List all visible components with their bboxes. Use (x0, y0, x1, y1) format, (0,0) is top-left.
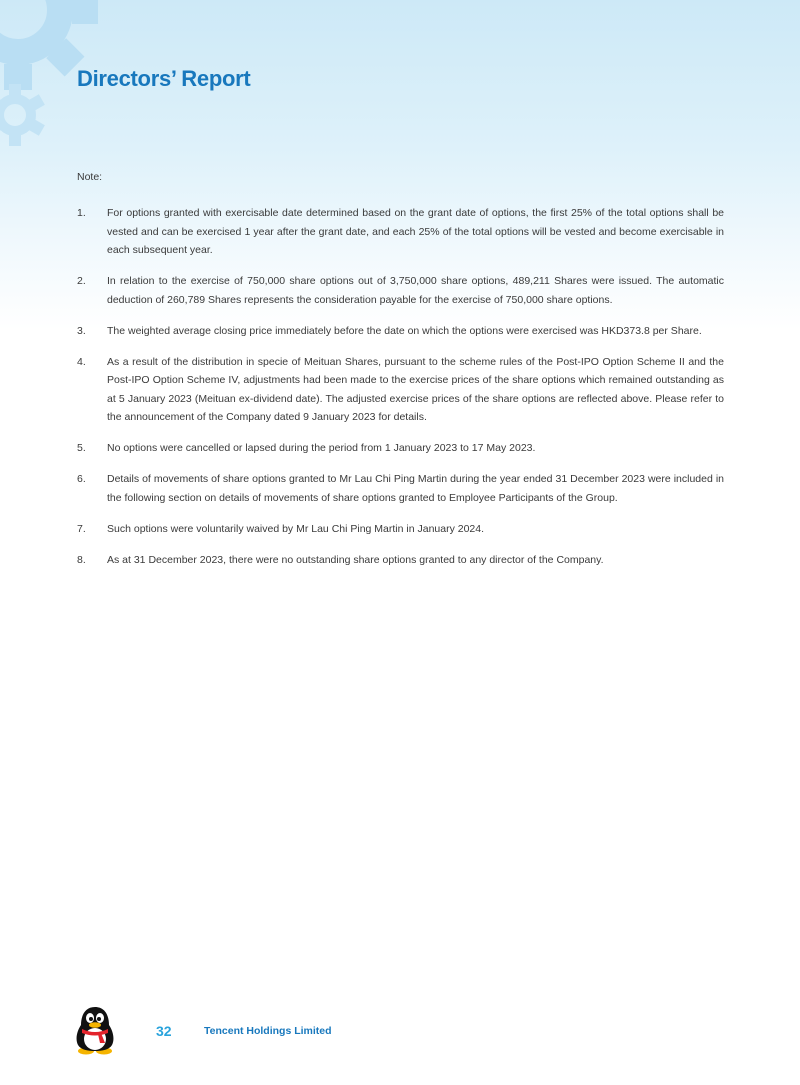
note-item (77, 272, 724, 309)
note-text: In relation to the exercise of 750,000 share options out of 3,750,000 share options, 489,211 Shares were issued. The automatic deduction of 260,789 Shares represents the consideration payable for the exercise of 750,000 share options. (107, 275, 724, 306)
note-number: 3. (77, 324, 86, 337)
company-name: Tencent Holdings Limited (204, 1025, 332, 1037)
note-item (77, 470, 724, 507)
note-text: Such options were voluntarily waived by Mr Lau Chi Ping Martin in January 2024. (107, 522, 485, 535)
note-text: As a result of the distribution in specie of Meituan Shares, pursuant to the scheme rules of the Post-IPO Option Scheme II and the Post-IPO Option Scheme IV, adjustments had been made to the exercise prices of the share options which remained outstanding as at 5 January 2023 (Meituan ex-dividend date). The adjusted exercise prices of the share options are reflected above. Please refer to the announcement of the Company dated 9 January 2023 for details. (107, 355, 724, 423)
note-item (77, 322, 724, 341)
note-number: 5. (77, 442, 86, 454)
note-item (77, 204, 724, 260)
note-item (77, 520, 724, 539)
page-number: 32 (156, 1023, 172, 1039)
page-footer (0, 1005, 800, 1055)
penguin-mascot-icon (74, 1005, 116, 1055)
note-text: For options granted with exercisable date determined based on the grant date of options, the first 25% of the total options shall be vested and can be exercised 1 year after the grant date, and each 25% of the total options will be vested and become exercisable in each subsequent year. (107, 207, 724, 256)
note-item (77, 551, 724, 570)
note-item (77, 439, 724, 458)
notes-list (77, 204, 724, 582)
note-label: Note: (77, 171, 103, 183)
note-item (77, 353, 724, 427)
note-text: As at 31 December 2023, there were no outstanding share options granted to any director of the Company. (107, 553, 604, 566)
note-text: The weighted average closing price immediately before the date on which the options were exercised was HKD373.8 per Share. (107, 324, 702, 337)
note-number: 4. (77, 355, 86, 368)
note-number: 6. (77, 473, 86, 485)
note-number: 8. (77, 553, 86, 566)
page-title: Directors’ Report (77, 66, 251, 91)
note-number: 7. (77, 522, 86, 535)
note-number: 2. (77, 275, 86, 287)
small-gear-decoration-icon (0, 82, 48, 148)
note-text: No options were cancelled or lapsed during the period from 1 January 2023 to 17 May 2023. (107, 442, 536, 454)
note-number: 1. (77, 207, 86, 219)
note-text: Details of movements of share options granted to Mr Lau Chi Ping Martin during the year ended 31 December 2023 were included in the following section on details of movements of share options granted to Employee Participants of the Group. (107, 473, 724, 504)
